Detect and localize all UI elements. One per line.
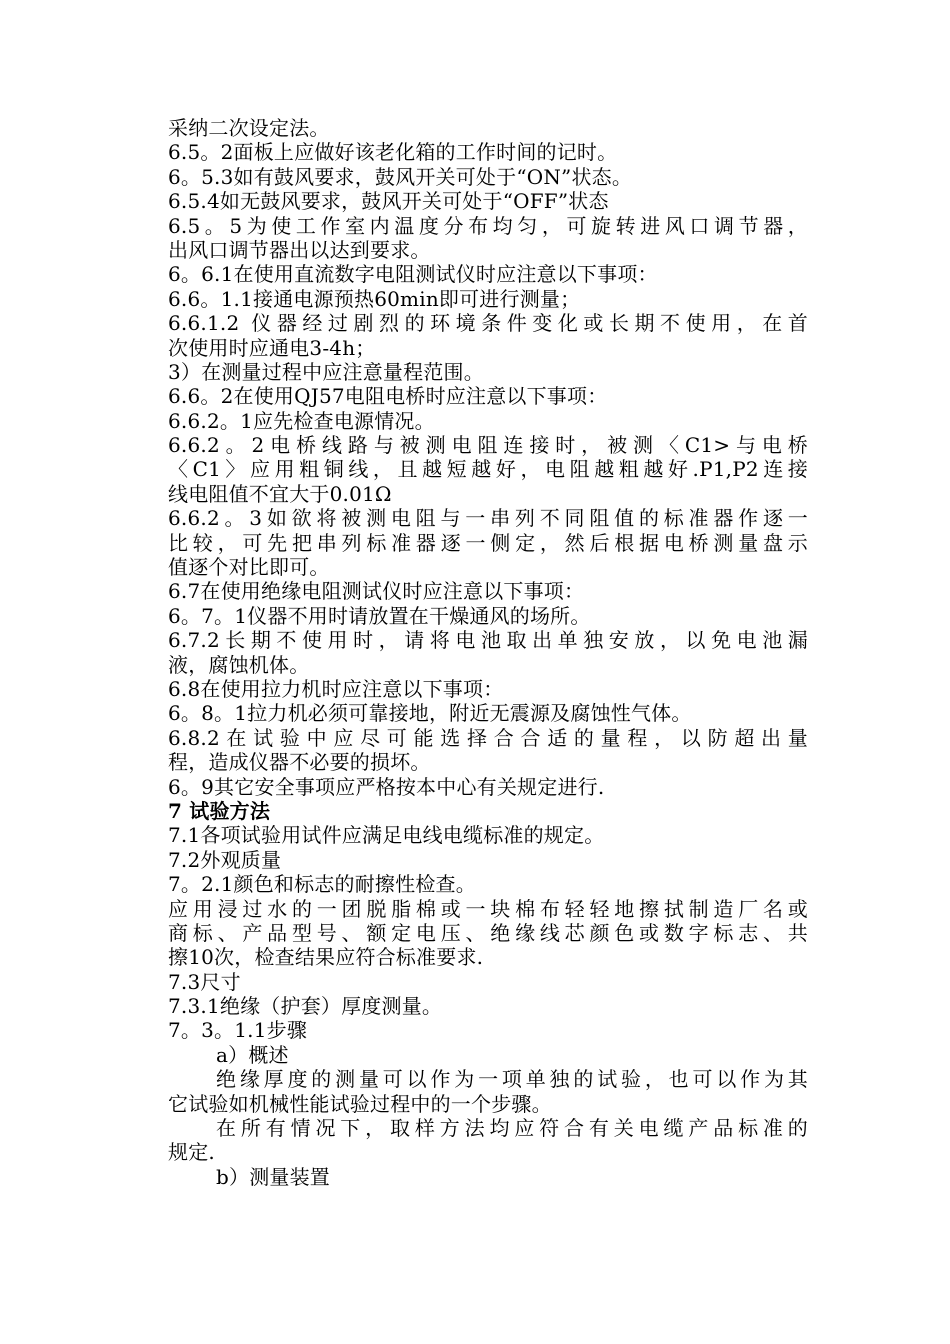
sub-item: a）概述 <box>216 1042 289 1067</box>
paragraph-line: 在所有情况下，取样方法均应符合有关电缆产品标准的 <box>216 1116 808 1141</box>
paragraph-line: 绝缘厚度的测量可以作为一项单独的试验，也可以作为其 <box>216 1067 808 1092</box>
text-line: 6.6.2。3如欲将被测电阻与一串列不同阻值的标准器作逐一 <box>168 506 808 531</box>
text-line: 出风口调节器出以达到要求。 <box>168 237 431 262</box>
text-line: 6.8.2在试验中应尽可能选择合合适的量程，以防超出量 <box>168 725 808 750</box>
document-body <box>168 116 808 1189</box>
text-line: 6。5.3如有鼓风要求，鼓风开关可处于“ON”状态。 <box>168 164 633 189</box>
text-line: 6.5。5为使工作室内温度分布均匀，可旋转进风口调节器， <box>168 213 808 238</box>
text-line: 7.2外观质量 <box>168 847 282 872</box>
text-line: 采纳二次设定法。 <box>168 116 330 140</box>
text-line: 商标、产品型号、额定电压、绝缘线芯颜色或数字标志、共 <box>168 920 808 945</box>
text-line: 6.5.4如无鼓风要求，鼓风开关可处于“OFF”状态 <box>168 189 609 214</box>
text-line: 6.7在使用绝缘电阻测试仪时应注意以下事项： <box>168 579 585 604</box>
text-line: 7.3尺寸 <box>168 969 241 994</box>
text-line: 6。8。1拉力机必须可靠接地，附近无震源及腐蚀性气体。 <box>168 701 692 726</box>
text-line: 比较，可先把串列标准器逐一侧定，然后根据电桥测量盘示 <box>168 530 808 555</box>
text-line: 次使用时应通电3-4h； <box>168 335 376 360</box>
text-line: 〈C1〉应用粗铜线，且越短越好，电阻越粗越好.P1,P2连接 <box>168 457 808 482</box>
text-line: 擦10次，检查结果应符合标准要求. <box>168 945 484 970</box>
text-line: 6.5。2面板上应做好该老化箱的工作时间的记时。 <box>168 140 618 165</box>
text-line: 6.6.1.2 仪器经过剧烈的环境条件变化或长期不使用，在首 <box>168 311 808 336</box>
text-line: 6.6.2。1应先检查电源情况。 <box>168 408 435 433</box>
text-line: 7.3.1绝缘（护套）厚度测量。 <box>168 994 443 1019</box>
text-line: 7.1各项试验用试件应满足电线电缆标准的规定。 <box>168 823 605 848</box>
text-line: 6。9其它安全事项应严格按本中心有关规定进行. <box>168 774 605 799</box>
text-line: 6。6.1在使用直流数字电阻测试仪时应注意以下事项： <box>168 262 658 287</box>
text-line: 值逐个对比即可。 <box>168 555 330 580</box>
text-line: 线电阻值不宜大于0.01Ω <box>168 481 392 506</box>
text-line: 6.7.2长期不使用时，请将电池取出单独安放，以免电池漏 <box>168 628 808 653</box>
text-line: 6.6。2在使用QJ57电阻电桥时应注意以下事项： <box>168 384 608 409</box>
text-line: 液，腐蚀机体。 <box>168 652 310 677</box>
text-line: 6。7。1仪器不用时请放置在干燥通风的场所。 <box>168 603 591 628</box>
text-line: 7。2.1颜色和标志的耐擦性检查。 <box>168 872 476 897</box>
text-line: 应用浸过水的一团脱脂棉或一块棉布轻轻地擦拭制造厂名或 <box>168 896 808 921</box>
text-line: 6.6。1.1接通电源预热60min即可进行测量； <box>168 286 581 311</box>
text-line: 7。3。1.1步骤 <box>168 1018 308 1043</box>
sub-item: b）测量装置 <box>216 1164 331 1189</box>
text-line: 程，造成仪器不必要的损坏。 <box>168 750 431 775</box>
text-line: 6.6.2。2电桥线路与被测电阻连接时，被测〈C1>与电桥 <box>168 433 808 458</box>
text-line: 规定. <box>168 1140 215 1165</box>
text-line: 它试验如机械性能试验过程中的一个步骤。 <box>168 1091 552 1116</box>
section-heading: 7 试验方法 <box>168 798 271 823</box>
text-line: 6.8在使用拉力机时应注意以下事项： <box>168 676 504 701</box>
text-line: 3）在测量过程中应注意量程范围。 <box>168 359 484 384</box>
